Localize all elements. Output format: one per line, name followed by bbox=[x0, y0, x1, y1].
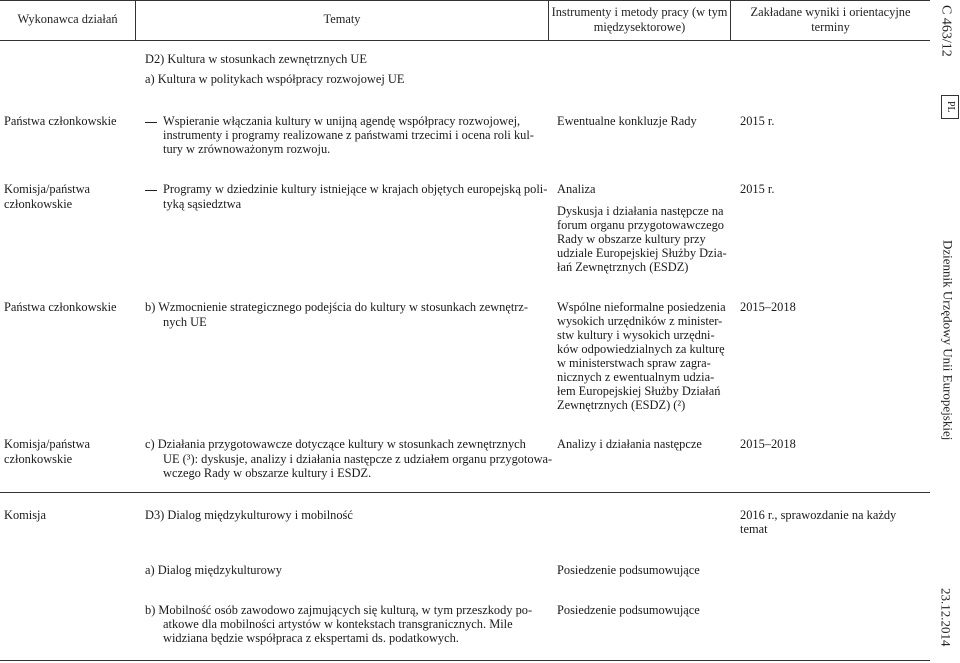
r4-actor-line2: członkowskie bbox=[4, 452, 73, 466]
section-d2a-title: a) Kultura w politykach współpracy rozwojowej UE bbox=[145, 72, 405, 86]
header-results-line1: Zakładane wyniki i orientacyjne bbox=[750, 5, 911, 19]
header-results-line2: terminy bbox=[811, 20, 850, 34]
section-d2-title: D2) Kultura w stosunkach zewnętrznych UE bbox=[145, 52, 367, 66]
r1-result: 2015 r. bbox=[740, 114, 775, 128]
table-bottom-rule bbox=[0, 660, 930, 661]
r7-topic-line1: b) Mobilność osób zawodowo zajmujących się kulturą, w tym przeszkody po- bbox=[145, 603, 533, 617]
r2-actor-line2: członkowskie bbox=[4, 197, 73, 211]
r4-instrument: Analizy i działania następcze bbox=[557, 437, 702, 451]
header-instruments-line1: Instrumenty i metody pracy (w tym bbox=[551, 5, 728, 19]
r3-instrument-line6: nicznych z ewentualnym udzia- bbox=[557, 370, 715, 384]
section-d3-title: D3) Dialog międzykulturowy i mobilność bbox=[145, 508, 353, 522]
r6-instrument: Posiedzenie podsumowujące bbox=[557, 563, 700, 577]
r2-instrument-b-line4: udziale Europejskiej Służby Dzia- bbox=[557, 246, 727, 260]
r1-dash bbox=[145, 122, 157, 123]
r3-topic-line2: nych UE bbox=[163, 315, 207, 329]
r3-instrument-line2: wysokich urzędników z minister- bbox=[557, 314, 723, 328]
doc-id: C 463/12 bbox=[938, 5, 954, 57]
header-results bbox=[731, 5, 930, 35]
r3-topic-line1: b) Wzmocnienie strategicznego podejścia do kultury w stosunkach zewnętrz- bbox=[145, 300, 529, 314]
header-top-rule bbox=[0, 0, 930, 1]
r4-topic-line1: c) Działania przygotowawcze dotyczące kultury w stosunkach zewnętrznych bbox=[145, 437, 526, 451]
publication-date: 23.12.2014 bbox=[938, 588, 954, 647]
r2-instrument-b-line3: Rady w obszarze kultury przy bbox=[557, 232, 706, 246]
r2-topic-line1: Programy w dziedzinie kultury istniejące w krajach objętych europejską poli- bbox=[163, 182, 548, 196]
r4-topic-line3: wczego Rady w obszarze kultury i ESDZ. bbox=[163, 466, 372, 480]
r2-actor-line1: Komisja/państwa bbox=[4, 182, 91, 196]
language-badge: PL bbox=[941, 95, 959, 119]
header-instruments bbox=[549, 5, 730, 35]
r7-topic-line2: atkowe dla mobilności artystów w kontekstach transgranicznych. Mile bbox=[163, 617, 513, 631]
r1-topic-line3: tury w zrównoważonym rozwoju. bbox=[163, 142, 331, 156]
r2-instrument-b-line2: forum organu przygotowawczego bbox=[557, 218, 724, 232]
r1-instrument: Ewentualne konkluzje Rady bbox=[557, 114, 697, 128]
r5-actor: Komisja bbox=[4, 508, 46, 522]
r7-topic-line3: widziana będzie współpraca z ekspertami ds. podatkowych. bbox=[163, 631, 459, 645]
r5-result-line2: temat bbox=[740, 522, 768, 536]
r3-instrument-line8: Zewnętrznych (ESDZ) (²) bbox=[557, 398, 686, 412]
r2-instrument-b-line5: łań Zewnętrznych (ESDZ) bbox=[557, 260, 689, 274]
r1-actor: Państwa członkowskie bbox=[4, 114, 117, 128]
r2-instrument-a: Analiza bbox=[557, 182, 596, 196]
journal-title: Dziennik Urzędowy Unii Europejskiej bbox=[940, 240, 956, 441]
r3-instrument-line1: Wspólne nieformalne posiedzenia bbox=[557, 300, 726, 314]
r2-result: 2015 r. bbox=[740, 182, 775, 196]
r3-instrument-line3: stw kultury i wysokich urzędni- bbox=[557, 328, 715, 342]
r3-instrument-line4: ków odpowiedzialnych za kulturę bbox=[557, 342, 725, 356]
r3-actor: Państwa członkowskie bbox=[4, 300, 117, 314]
r1-topic-line1: Wspieranie włączania kultury w unijną agendę współpracy rozwojowej, bbox=[163, 114, 521, 128]
r2-topic-line2: tyką sąsiedztwa bbox=[163, 197, 242, 211]
r2-dash bbox=[145, 190, 157, 191]
r1-topic-line2: instrumenty i programy realizowane z państwami trzecimi i ocena roli kul- bbox=[163, 128, 534, 142]
r3-instrument-line5: w ministerstwach spraw zagra- bbox=[557, 356, 711, 370]
r4-result: 2015–2018 bbox=[740, 437, 796, 451]
row-separator-1 bbox=[0, 492, 930, 493]
r6-topic: a) Dialog międzykulturowy bbox=[145, 563, 282, 577]
r3-instrument-line7: łem Europejskiej Służby Działań bbox=[557, 384, 721, 398]
r3-result: 2015–2018 bbox=[740, 300, 796, 314]
header-actor: Wykonawca działań bbox=[17, 12, 118, 26]
header-bottom-rule bbox=[0, 40, 930, 41]
r7-instrument: Posiedzenie podsumowujące bbox=[557, 603, 700, 617]
header-instruments-line2: międzysektorowe) bbox=[593, 20, 686, 34]
r4-actor-line1: Komisja/państwa bbox=[4, 437, 91, 451]
r5-result-line1: 2016 r., sprawozdanie na każdy bbox=[740, 508, 897, 522]
header-topics: Tematy bbox=[323, 12, 361, 26]
r4-topic-line2: UE (³): dyskusje, analizy i działania następcze z udziałem organu przygotowa- bbox=[163, 452, 553, 466]
r2-instrument-b-line1: Dyskusja i działania następcze na bbox=[557, 204, 724, 218]
